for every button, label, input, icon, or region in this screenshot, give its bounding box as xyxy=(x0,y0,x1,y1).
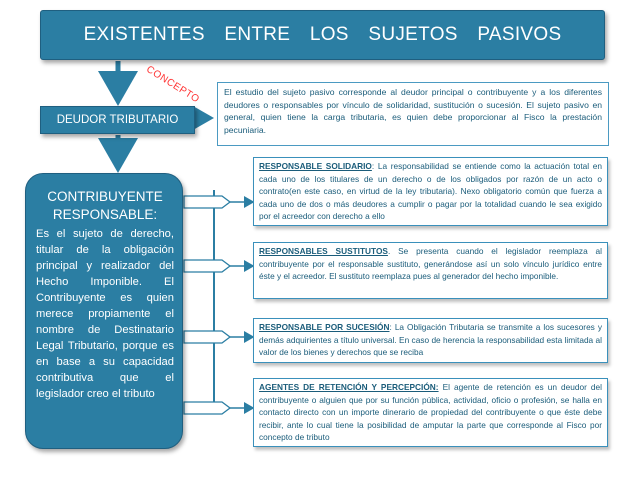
chevron-arrow-4 xyxy=(184,402,230,414)
concept-label: CONCEPTO xyxy=(144,64,202,106)
responsables-sustitutos-box xyxy=(253,242,608,299)
responsables-sustitutos-title: RESPONSABLES SUSTITUTOS xyxy=(259,246,388,256)
responsable-sucesion-box xyxy=(253,318,608,363)
responsables-sustitutos-text: . Se presenta cuando el legislador reemplaza al contribuyente por el responsable sustituto, generándose así un solo vínculo jurídico entre éste y el acreedor. El sustituto reemplaza pues al generador del hecho imponible. xyxy=(259,246,602,281)
chevron-arrow-2 xyxy=(184,260,230,272)
agentes-retencion-title: AGENTES DE RETENCIÓN Y PERCEPCIÓN: xyxy=(259,382,439,392)
responsable-sucesion-title: RESPONSABLE POR SUCESIÓN xyxy=(259,322,390,332)
agentes-retencion-box xyxy=(253,378,608,447)
page-title-text: EXISTENTES ENTRE LOS SUJETOS PASIVOS xyxy=(83,24,562,45)
page-title xyxy=(40,10,605,60)
deudor-label: DEUDOR TRIBUTARIO xyxy=(56,114,179,126)
concept-text: El estudio del sujeto pasivo corresponde al deudor principal o contribuyente y a los diferentes deudores o responsables por vínculo de solidaridad, sustitución o sucesión. El sujeto pasivo en general, quien tiene la carga tributaria, es quien debe proporcionar al Fisco la prestación pecuniaria. xyxy=(224,87,602,135)
agentes-retencion-text: El agente de retención es un deudor del contribuyente o alguien que por su función pública, actividad, oficio o profesión, se halla en contacto directo con un importe dinerario de propiedad del contribuyente o que éste debe recibir, ante lo cual tiene la posibilidad de amputar la parte que corresponde al Fisco por concepto de tributo xyxy=(259,382,602,442)
responsable-solidario-text: : La responsabilidad se entiende como la actuación total en cada uno de los titulares de un derecho o de los obligados por razón de un acto o contrato(en este caso, en virtud de la ley tributaria). Nexo obligatorio común que fuerza a cada uno de dos o más deudores a cumplir o pagar por la totalidad cuando le sea exigido por el acreedor con derecho a ello xyxy=(259,161,602,221)
responsable-solidario-box xyxy=(253,157,608,226)
contribuyente-title: CONTRIBUYENTE RESPONSABLE: xyxy=(47,189,163,222)
concept-box xyxy=(217,82,609,146)
deudor-tributario-box xyxy=(40,106,195,134)
chevron-arrow-1 xyxy=(184,196,230,208)
responsable-sucesion-text: : La Obligación Tributaria se transmite a los sucesores y demás adquirientes a título universal. En caso de herencia la responsabilidad esta limitada al valor de los bienes y derechos que se reciba xyxy=(259,322,602,357)
chevron-arrow-3 xyxy=(184,331,230,343)
contribuyente-text: Es el sujeto de derecho, titular de la obligación principal y realizador del Hecho Imponible. El Contribuyente es quien merece propiamente el nombre de Destinatario Legal Tributario, porque es en base a su capacidad contributiva que el legislador creo el tributo xyxy=(36,228,174,400)
responsable-solidario-title: RESPONSABLE SOLIDARIO xyxy=(259,161,372,171)
contribuyente-box xyxy=(25,173,183,449)
